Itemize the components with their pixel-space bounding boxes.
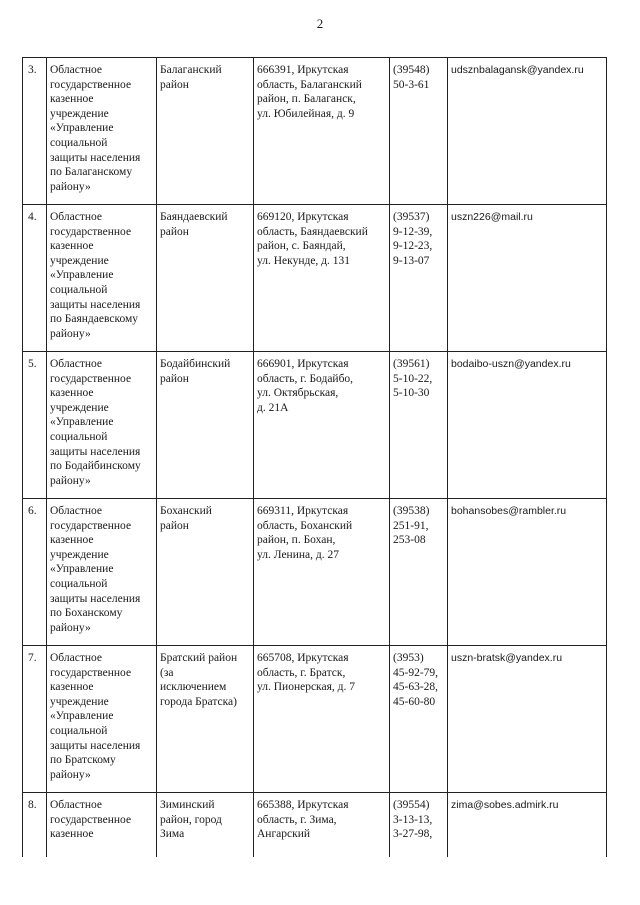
organization-name-line: «Управление bbox=[50, 269, 114, 282]
district-name-line: район bbox=[160, 372, 189, 385]
phone-numbers-line: 251-91, bbox=[393, 519, 429, 532]
row-number-cell bbox=[23, 58, 47, 205]
district-name-cell bbox=[157, 499, 254, 646]
organization-name-line: «Управление bbox=[50, 563, 114, 576]
phone-numbers-line: 9-13-07 bbox=[393, 254, 430, 267]
phone-numbers-cell bbox=[390, 205, 448, 352]
organization-name-line: защиты населения bbox=[50, 298, 141, 311]
row-number: 8. bbox=[28, 799, 37, 811]
row-number-cell bbox=[23, 352, 47, 499]
row-number: 7. bbox=[28, 652, 37, 664]
organization-name-line: «Управление bbox=[50, 416, 114, 429]
postal-address-cell bbox=[254, 793, 390, 858]
organization-name-line: государственное bbox=[50, 372, 132, 385]
district-name-cell bbox=[157, 793, 254, 858]
organization-name-line: учреждение bbox=[50, 548, 109, 561]
postal-address-line: 666901, Иркутская bbox=[257, 358, 349, 370]
organization-name-line: «Управление bbox=[50, 122, 114, 135]
organization-name-line: по Братскому bbox=[50, 754, 116, 767]
postal-address-line: Ангарский bbox=[257, 828, 311, 841]
organization-name-line: защиты населения bbox=[50, 445, 141, 458]
phone-numbers-line: 9-12-39, bbox=[393, 225, 433, 238]
organization-name-line: социальной bbox=[50, 136, 108, 149]
organization-name-line: «Управление bbox=[50, 710, 114, 723]
district-name-line: Боханский bbox=[160, 505, 212, 517]
organization-name-line: социальной bbox=[50, 577, 108, 590]
organization-name-line: государственное bbox=[50, 813, 132, 826]
postal-address-line: ул. Пионерская, д. 7 bbox=[257, 681, 355, 694]
email-address-cell bbox=[448, 793, 607, 858]
organization-name-line: Областное bbox=[50, 358, 102, 370]
postal-address-line: район, с. Баяндай, bbox=[257, 240, 346, 253]
table-row bbox=[23, 646, 607, 793]
row-number-cell bbox=[23, 499, 47, 646]
organization-name-line: Областное bbox=[50, 505, 102, 517]
email-address: uszn-bratsk@yandex.ru bbox=[451, 652, 563, 664]
postal-address-cell bbox=[254, 58, 390, 205]
organization-name-line: по Балаганскому bbox=[50, 166, 133, 179]
email-address: zima@sobes.admirk.ru bbox=[451, 799, 559, 811]
phone-numbers-cell bbox=[390, 58, 448, 205]
organization-name-cell bbox=[47, 205, 157, 352]
organization-name-line: защиты населения bbox=[50, 151, 141, 164]
postal-address-line: область, г. Братск, bbox=[257, 666, 346, 679]
organization-name-line: казенное bbox=[50, 681, 94, 694]
row-number: 5. bbox=[28, 358, 37, 370]
district-name-line: города Братска) bbox=[160, 695, 237, 708]
postal-address-line: д. 21А bbox=[257, 401, 289, 414]
organization-name-line: учреждение bbox=[50, 695, 109, 708]
email-address: udsznbalagansk@yandex.ru bbox=[451, 64, 584, 76]
email-address: bohansobes@rambler.ru bbox=[451, 505, 567, 517]
postal-address-line: 665708, Иркутская bbox=[257, 652, 349, 664]
postal-address-line: 669120, Иркутская bbox=[257, 211, 349, 223]
table-body bbox=[23, 58, 607, 858]
postal-address-line: 669311, Иркутская bbox=[257, 505, 349, 517]
postal-address-cell bbox=[254, 646, 390, 793]
table-row bbox=[23, 205, 607, 352]
organization-name-line: защиты населения bbox=[50, 739, 141, 752]
district-name-cell bbox=[157, 646, 254, 793]
phone-numbers-line: 253-08 bbox=[393, 534, 426, 547]
organization-name-cell bbox=[47, 58, 157, 205]
email-address: uszn226@mail.ru bbox=[451, 211, 533, 223]
email-address-cell bbox=[448, 646, 607, 793]
district-name-line: район bbox=[160, 519, 189, 532]
organization-name-line: казенное bbox=[50, 387, 94, 400]
organization-name-line: казенное bbox=[50, 828, 94, 841]
district-name-line: Зима bbox=[160, 828, 185, 841]
organization-name-line: Областное bbox=[50, 64, 102, 76]
phone-numbers-cell bbox=[390, 499, 448, 646]
organization-name-line: социальной bbox=[50, 724, 108, 737]
organization-name-line: государственное bbox=[50, 519, 132, 532]
page-number: 2 bbox=[316, 16, 324, 31]
phone-numbers-line: (39561) bbox=[393, 358, 430, 370]
district-name-line: Балаганский bbox=[160, 64, 222, 76]
institutions-table bbox=[22, 57, 607, 857]
postal-address-line: 666391, Иркутская bbox=[257, 64, 349, 76]
organization-name-cell bbox=[47, 352, 157, 499]
postal-address-cell bbox=[254, 499, 390, 646]
row-number-cell bbox=[23, 646, 47, 793]
phone-numbers-cell bbox=[390, 352, 448, 499]
postal-address-line: ул. Ленина, д. 27 bbox=[257, 548, 339, 561]
organization-name-line: казенное bbox=[50, 534, 94, 547]
district-name-cell bbox=[157, 205, 254, 352]
row-number-cell bbox=[23, 205, 47, 352]
row-number: 3. bbox=[28, 64, 37, 76]
organization-name-line: по Бодайбинскому bbox=[50, 460, 141, 473]
organization-name-line: району» bbox=[50, 474, 91, 487]
phone-numbers-line: 45-92-79, bbox=[393, 666, 439, 679]
row-number: 4. bbox=[28, 211, 37, 223]
phone-numbers-line: (39537) bbox=[393, 211, 430, 223]
organization-name-line: учреждение bbox=[50, 107, 109, 120]
organization-name-line: Областное bbox=[50, 799, 102, 811]
phone-numbers-line: (39548) bbox=[393, 64, 430, 76]
organization-name-cell bbox=[47, 646, 157, 793]
district-name-line: (за bbox=[160, 666, 174, 679]
phone-numbers-line: (39554) bbox=[393, 799, 430, 811]
row-number-cell bbox=[23, 793, 47, 858]
phone-numbers-line: 9-12-23, bbox=[393, 240, 433, 253]
phone-numbers-line: 45-63-28, bbox=[393, 681, 439, 694]
postal-address-cell bbox=[254, 205, 390, 352]
email-address-cell bbox=[448, 352, 607, 499]
email-address-cell bbox=[448, 499, 607, 646]
phone-numbers-cell bbox=[390, 646, 448, 793]
phone-numbers-line: (3953) bbox=[393, 652, 424, 664]
email-address-cell bbox=[448, 205, 607, 352]
postal-address-line: ул. Октябрьская, bbox=[257, 387, 339, 400]
phone-numbers-line: 45-60-80 bbox=[393, 695, 436, 708]
organization-name-line: социальной bbox=[50, 430, 108, 443]
district-name-line: район bbox=[160, 78, 189, 91]
organization-name-line: району» bbox=[50, 621, 91, 634]
organization-name-line: защиты населения bbox=[50, 592, 141, 605]
district-name-line: Баяндаевский bbox=[160, 211, 228, 223]
district-name-line: Братский район bbox=[160, 652, 238, 664]
organization-name-line: району» bbox=[50, 180, 91, 193]
organization-name-line: государственное bbox=[50, 225, 132, 238]
organization-name-cell bbox=[47, 499, 157, 646]
postal-address-cell bbox=[254, 352, 390, 499]
district-name-cell bbox=[157, 352, 254, 499]
organization-name-line: государственное bbox=[50, 666, 132, 679]
phone-numbers-line: 5-10-22, bbox=[393, 372, 433, 385]
district-name-cell bbox=[157, 58, 254, 205]
phone-numbers-line: (39538) bbox=[393, 505, 430, 517]
organization-name-line: социальной bbox=[50, 283, 108, 296]
organization-name-line: учреждение bbox=[50, 401, 109, 414]
organization-name-line: району» bbox=[50, 768, 91, 781]
organization-name-line: Областное bbox=[50, 211, 102, 223]
email-address: bodaibo-uszn@yandex.ru bbox=[451, 358, 571, 370]
organization-name-line: району» bbox=[50, 327, 91, 340]
district-name-line: Бодайбинский bbox=[160, 358, 231, 370]
organization-name-line: учреждение bbox=[50, 254, 109, 267]
postal-address-line: ул. Некунде, д. 131 bbox=[257, 254, 351, 267]
district-name-line: исключением bbox=[160, 681, 227, 694]
postal-address-line: ул. Юбилейная, д. 9 bbox=[257, 107, 355, 120]
table-row bbox=[23, 58, 607, 205]
table-row bbox=[23, 352, 607, 499]
organization-name-line: Областное bbox=[50, 652, 102, 664]
postal-address-line: 665388, Иркутская bbox=[257, 799, 349, 811]
email-address-cell bbox=[448, 58, 607, 205]
organization-name-cell bbox=[47, 793, 157, 858]
row-number: 6. bbox=[28, 505, 37, 517]
postal-address-line: область, г. Зима, bbox=[257, 813, 337, 826]
district-name-line: район, город bbox=[160, 813, 222, 826]
table-row bbox=[23, 793, 607, 858]
phone-numbers-line: 5-10-30 bbox=[393, 387, 430, 400]
district-name-line: Зиминский bbox=[160, 799, 215, 811]
postal-address-line: область, г. Бодайбо, bbox=[257, 372, 354, 385]
postal-address-line: район, п. Бохан, bbox=[257, 534, 336, 547]
postal-address-line: район, п. Балаганск, bbox=[257, 93, 356, 106]
phone-numbers-line: 3-27-98, bbox=[393, 828, 433, 841]
district-name-line: район bbox=[160, 225, 189, 238]
organization-name-line: казенное bbox=[50, 93, 94, 106]
organization-name-line: государственное bbox=[50, 78, 132, 91]
postal-address-line: область, Баяндаевский bbox=[257, 225, 368, 238]
organization-name-line: казенное bbox=[50, 240, 94, 253]
organization-name-line: по Баяндаевскому bbox=[50, 313, 139, 326]
postal-address-line: область, Балаганский bbox=[257, 78, 362, 91]
postal-address-line: область, Боханский bbox=[257, 519, 353, 532]
table-row bbox=[23, 499, 607, 646]
phone-numbers-line: 50-3-61 bbox=[393, 78, 430, 91]
phone-numbers-line: 3-13-13, bbox=[393, 813, 433, 826]
phone-numbers-cell bbox=[390, 793, 448, 858]
organization-name-line: по Боханскому bbox=[50, 607, 123, 620]
